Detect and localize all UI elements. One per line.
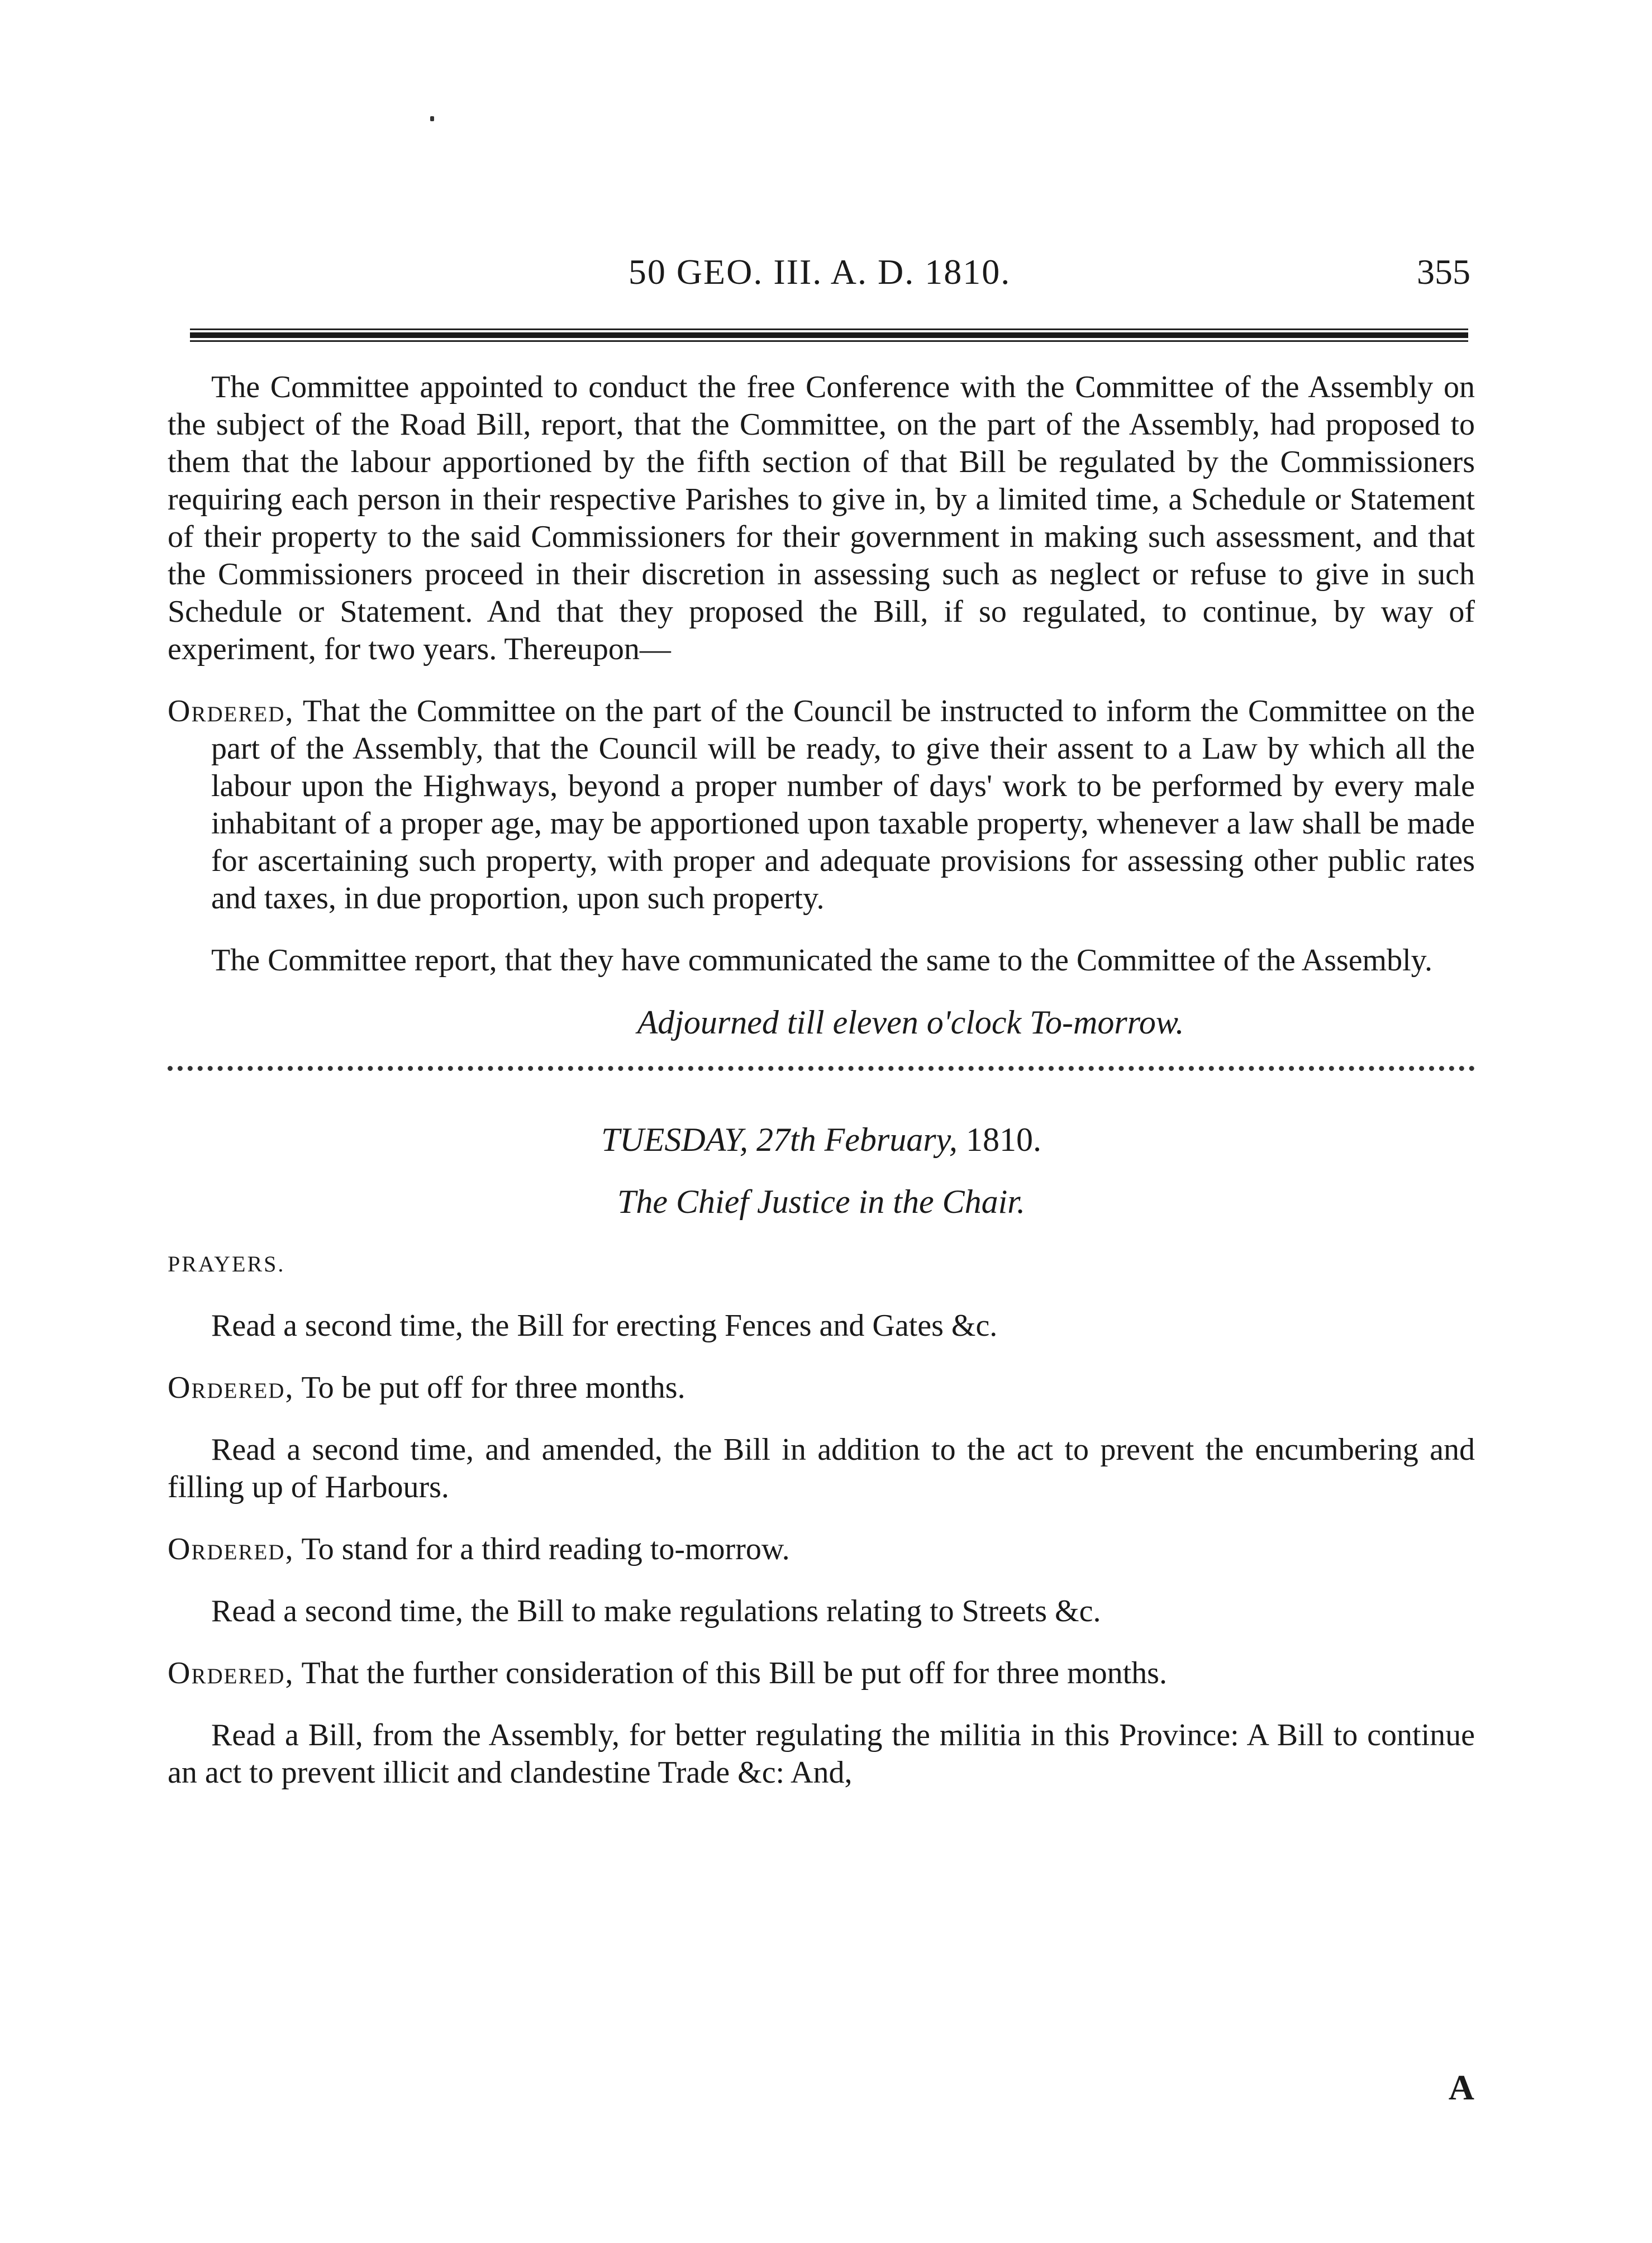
ordered-lead: Ordered, [168,1656,294,1690]
running-title: 50 GEO. III. A. D. 1810. [628,252,1011,292]
proceeding-read-harbours: Read a second time, and amended, the Bill in addition to the act to prevent the encumbering and filling up of Harbours. [168,1432,1475,1504]
page-number: 355 [1417,252,1470,292]
header-rule [190,328,1468,344]
catch-word: A [1448,2068,1474,2107]
page-header [169,251,1470,302]
committee-report-paragraph: The Committee appointed to conduct the free Conference with the Committee of the Assembly on the subject of the Road Bill, report, that the Committee, on the part of the Assembly, had proposed to them that the labour apportioned by the fifth section of that Bill be regulated by the Commissioners requiring each person in their respective Parishes to give in, by a limited time, a Schedule or Statement of their property to the said Commissioners for their government in making such assessment, and that the Commissioners proceed in their discretion in assessing such as neglect or refuse to give in such Schedule or Statement. And that they proposed the Bill, if so regulated, to continue, by way of experiment, for two years. Thereupon— [168,370,1475,666]
sitting-date [168,1121,1475,1159]
adjourned-line: Adjourned till eleven o'clock To-morrow. [637,1004,1184,1041]
prayers-label: PRAYERS. [168,1251,285,1277]
ordered-paragraph [168,693,1475,917]
chair-line: The Chief Justice in the Chair. [617,1183,1025,1220]
header-rule-thin [190,328,1468,330]
ordered-lead: Ordered, [168,1370,294,1405]
ordered-text: To be put off for three months. [301,1370,685,1405]
ordered-text: That the Committee on the part of the Council be instructed to inform the Committee on the part of the Assembly, that the Council will be ready, to give their assent to a Law by which all the labour upon the Highways, beyond a proper number of days' work to be performed by every male inhabitant of a proper age, may be apportioned upon taxable property, whenever a law shall be made for ascertaining such property, with proper and adequate provisions for assessing other public rates and taxes, in due proportion, upon such property. [211,694,1475,916]
sitting-day: TUESDAY, [601,1121,748,1158]
proceeding-read-militia: Read a Bill, from the Assembly, for better regulating the militia in this Province: A Bill to continue an act to prevent illicit and clandestine Trade &c: And, [168,1718,1475,1790]
header-rule-thick [190,332,1468,338]
section-separator [168,1066,1475,1071]
ordered-lead: Ordered, [168,1532,294,1566]
committee-communicated-paragraph: The Committee report, that they have communicated the same to the Committee of the Assembly. [211,943,1433,978]
ordered-lead: Ordered, [168,694,294,728]
ordered-text: To stand for a third reading to-morrow. [301,1532,790,1566]
sitting-year: 1810. [965,1121,1041,1158]
proceeding-ordered-streets [168,1655,1475,1692]
proceeding-read-fences: Read a second time, the Bill for erecting Fences and Gates &c. [211,1308,998,1343]
proceeding-ordered-fences [168,1369,1475,1407]
header-rule-thin-lower [190,340,1468,342]
page-body [168,369,1475,1816]
proceeding-read-streets: Read a second time, the Bill to make regulations relating to Streets &c. [211,1594,1101,1628]
proceeding-ordered-harbours [168,1531,1475,1568]
ink-speck [430,116,434,121]
ordered-text: That the further consideration of this Bill be put off for three months. [301,1656,1167,1690]
sitting-date-text: 27th February, [756,1121,958,1158]
